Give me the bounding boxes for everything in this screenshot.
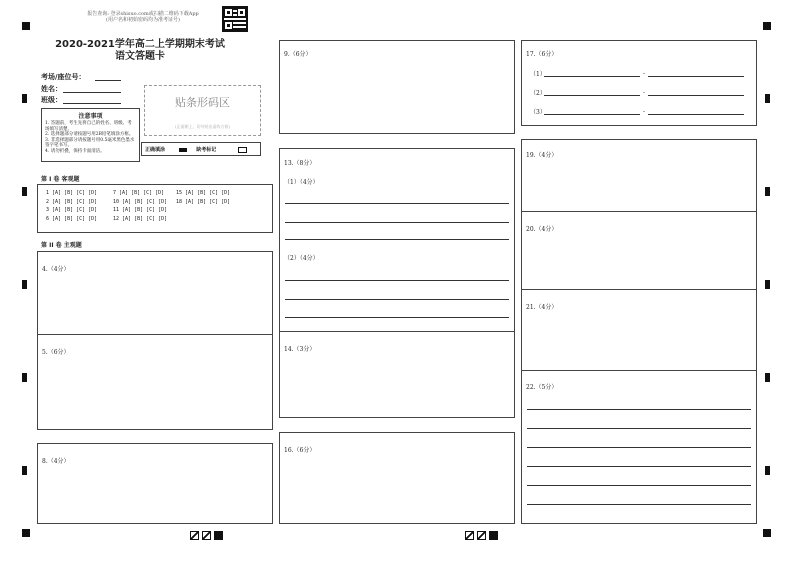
answer-box-q19[interactable] [521, 139, 757, 212]
answer-line [527, 504, 751, 505]
question-label-q20: 20.（4分） [526, 226, 558, 233]
answer-line [285, 222, 509, 223]
answer-box-q14[interactable] [279, 331, 515, 418]
corner-mark-bottom-right [763, 529, 771, 537]
question-label-q19: 19.（4分） [526, 152, 558, 159]
answer-box-q16[interactable] [279, 432, 515, 524]
hatch-mark-icon [477, 531, 486, 540]
timing-mark [22, 280, 27, 289]
name-label: 姓名： [41, 85, 62, 93]
answer-line [527, 485, 751, 486]
corner-mark-top-right [763, 22, 771, 30]
answer-box-q9[interactable] [279, 40, 515, 134]
exam-title [40, 39, 240, 63]
solid-mark-icon [489, 531, 498, 540]
hatch-mark-icon [465, 531, 474, 540]
question-label-q13: 13.（8分） [284, 160, 316, 167]
class-field[interactable] [41, 95, 62, 105]
question-label-q13-part2: （2）（4分） [284, 255, 319, 262]
answer-line [527, 409, 751, 410]
barcode-title: 贴条形码区 [175, 96, 230, 109]
report-query-line2: (用户名和初始密码均为准考证号) [106, 17, 180, 23]
choice-row-q10[interactable]: 10 [A] [B] [C] [D] [113, 198, 168, 205]
answer-line [527, 466, 751, 467]
answer-line [285, 203, 509, 204]
timing-mark [765, 466, 770, 475]
answer-line [285, 299, 509, 300]
question-label-q9: 9.（6分） [284, 51, 312, 58]
choice-row-q7[interactable]: 7 [A] [B] [C] [D] [113, 190, 165, 196]
page-marker-left [190, 531, 223, 540]
name-field[interactable] [41, 84, 62, 94]
exam-title-line1: 2020-2021学年高二上学期期末考试 [55, 39, 225, 50]
barcode-note: (正面朝上，切勿贴出虚线方框) [174, 124, 231, 129]
timing-mark [765, 373, 770, 382]
answer-line [648, 95, 744, 96]
notice-item: 3. 非选择题部分请按题号用0.5毫米黑色墨水签字笔书写。 [45, 137, 135, 148]
notice-title: 注意事项 [78, 113, 103, 120]
answer-box-q8[interactable] [37, 443, 273, 524]
kaochang-label: 考场/座位号： [41, 73, 86, 81]
hatch-mark-icon [190, 531, 199, 540]
choice-row-q3[interactable]: 3 [A] [B] [C] [D] [46, 207, 98, 213]
fill-legend [141, 142, 261, 156]
question-label-q17-part2: （2） [530, 90, 546, 97]
answer-box-q20[interactable] [521, 211, 757, 290]
timing-mark [765, 280, 770, 289]
correct-fill-label: 正确填涂 [145, 147, 166, 153]
corner-mark-bottom-left [22, 529, 30, 537]
answer-box-q17[interactable] [521, 40, 757, 126]
answer-line [648, 76, 744, 77]
question-label-q21: 21.（4分） [526, 304, 558, 311]
correct-fill-swatch [179, 148, 187, 152]
question-label-q4: 4.（4分） [42, 266, 70, 273]
choice-row-q2[interactable]: 2 [A] [B] [C] [D] [46, 198, 98, 205]
timing-mark [22, 373, 27, 382]
question-label-q16: 16.（6分） [284, 447, 316, 454]
choice-row-q12[interactable]: 12 [A] [B] [C] [D] [113, 215, 168, 222]
report-query-note [68, 11, 218, 23]
answer-line [544, 114, 640, 115]
hatch-mark-icon [202, 531, 211, 540]
class-label: 班级： [41, 96, 62, 104]
question-label-q17-part3: （3） [530, 109, 546, 116]
choice-row-q6[interactable]: 6 [A] [B] [C] [D] [46, 215, 98, 222]
question-label-q8: 8.（4分） [42, 458, 70, 465]
absent-mark-box[interactable] [238, 147, 247, 153]
timing-mark [22, 466, 27, 475]
question-label-q17-part1: （1） [530, 71, 546, 78]
answer-line [285, 239, 509, 240]
timing-mark [22, 94, 27, 103]
kaochang-underline [95, 80, 121, 81]
separator-dash: - [643, 108, 646, 115]
question-label-q13-part1: （1）（4分） [284, 179, 319, 186]
answer-box-q13[interactable] [279, 148, 515, 332]
separator-dash: - [643, 89, 646, 96]
section-subjective: 第 II 卷 主观题 [41, 242, 82, 249]
answer-line [648, 114, 744, 115]
timing-mark [765, 94, 770, 103]
qr-code-icon [222, 6, 248, 32]
page-marker-right [465, 531, 498, 540]
absent-mark-label: 缺考标记 [196, 147, 217, 153]
choice-row-q11[interactable]: 11 [A] [B] [C] [D] [113, 207, 168, 213]
choice-row-q15[interactable]: 15 [A] [B] [C] [D] [176, 190, 231, 196]
notice-box [41, 108, 140, 162]
notice-item: 1. 答题前，考生先将自己的姓名、班级、考场填写清楚。 [45, 121, 132, 132]
choice-row-q18[interactable]: 18 [A] [B] [C] [D] [176, 198, 231, 205]
notice-item: 2. 选择题部分请按题号用2B铅笔填涂方框。 [45, 132, 134, 137]
question-label-q17: 17.（6分） [526, 51, 558, 58]
exam-title-line2: 语文答题卡 [115, 51, 165, 62]
question-label-q5: 5.（6分） [42, 349, 70, 356]
answer-line [285, 280, 509, 281]
answer-line [527, 428, 751, 429]
name-underline [63, 92, 121, 93]
answer-line [544, 95, 640, 96]
choice-row-q1[interactable]: 1 [A] [B] [C] [D] [46, 190, 98, 196]
section-objective: 第 I 卷 客观题 [41, 176, 80, 183]
notice-item: 4. 请勿折叠，保持卡面清洁。 [45, 148, 105, 154]
class-underline [63, 103, 121, 104]
answer-line [285, 317, 509, 318]
timing-mark [22, 187, 27, 196]
solid-mark-icon [214, 531, 223, 540]
kaochang-field[interactable] [41, 72, 86, 82]
barcode-area [144, 85, 261, 136]
report-query-line1: 报告查询: 登录shisuo.com或扫描二维码下载App [87, 11, 199, 17]
answer-box-q5[interactable] [37, 334, 273, 430]
timing-mark [765, 187, 770, 196]
separator-dash: - [643, 70, 646, 77]
answer-box-q21[interactable] [521, 289, 757, 371]
answer-box-q4[interactable] [37, 251, 273, 335]
objective-answer-box [37, 184, 273, 233]
answer-line [527, 447, 751, 448]
answer-line [544, 76, 640, 77]
question-label-q22: 22.（5分） [526, 384, 558, 391]
corner-mark-top-left [22, 22, 30, 30]
answer-box-q22[interactable] [521, 370, 757, 524]
question-label-q14: 14.（3分） [284, 346, 316, 353]
